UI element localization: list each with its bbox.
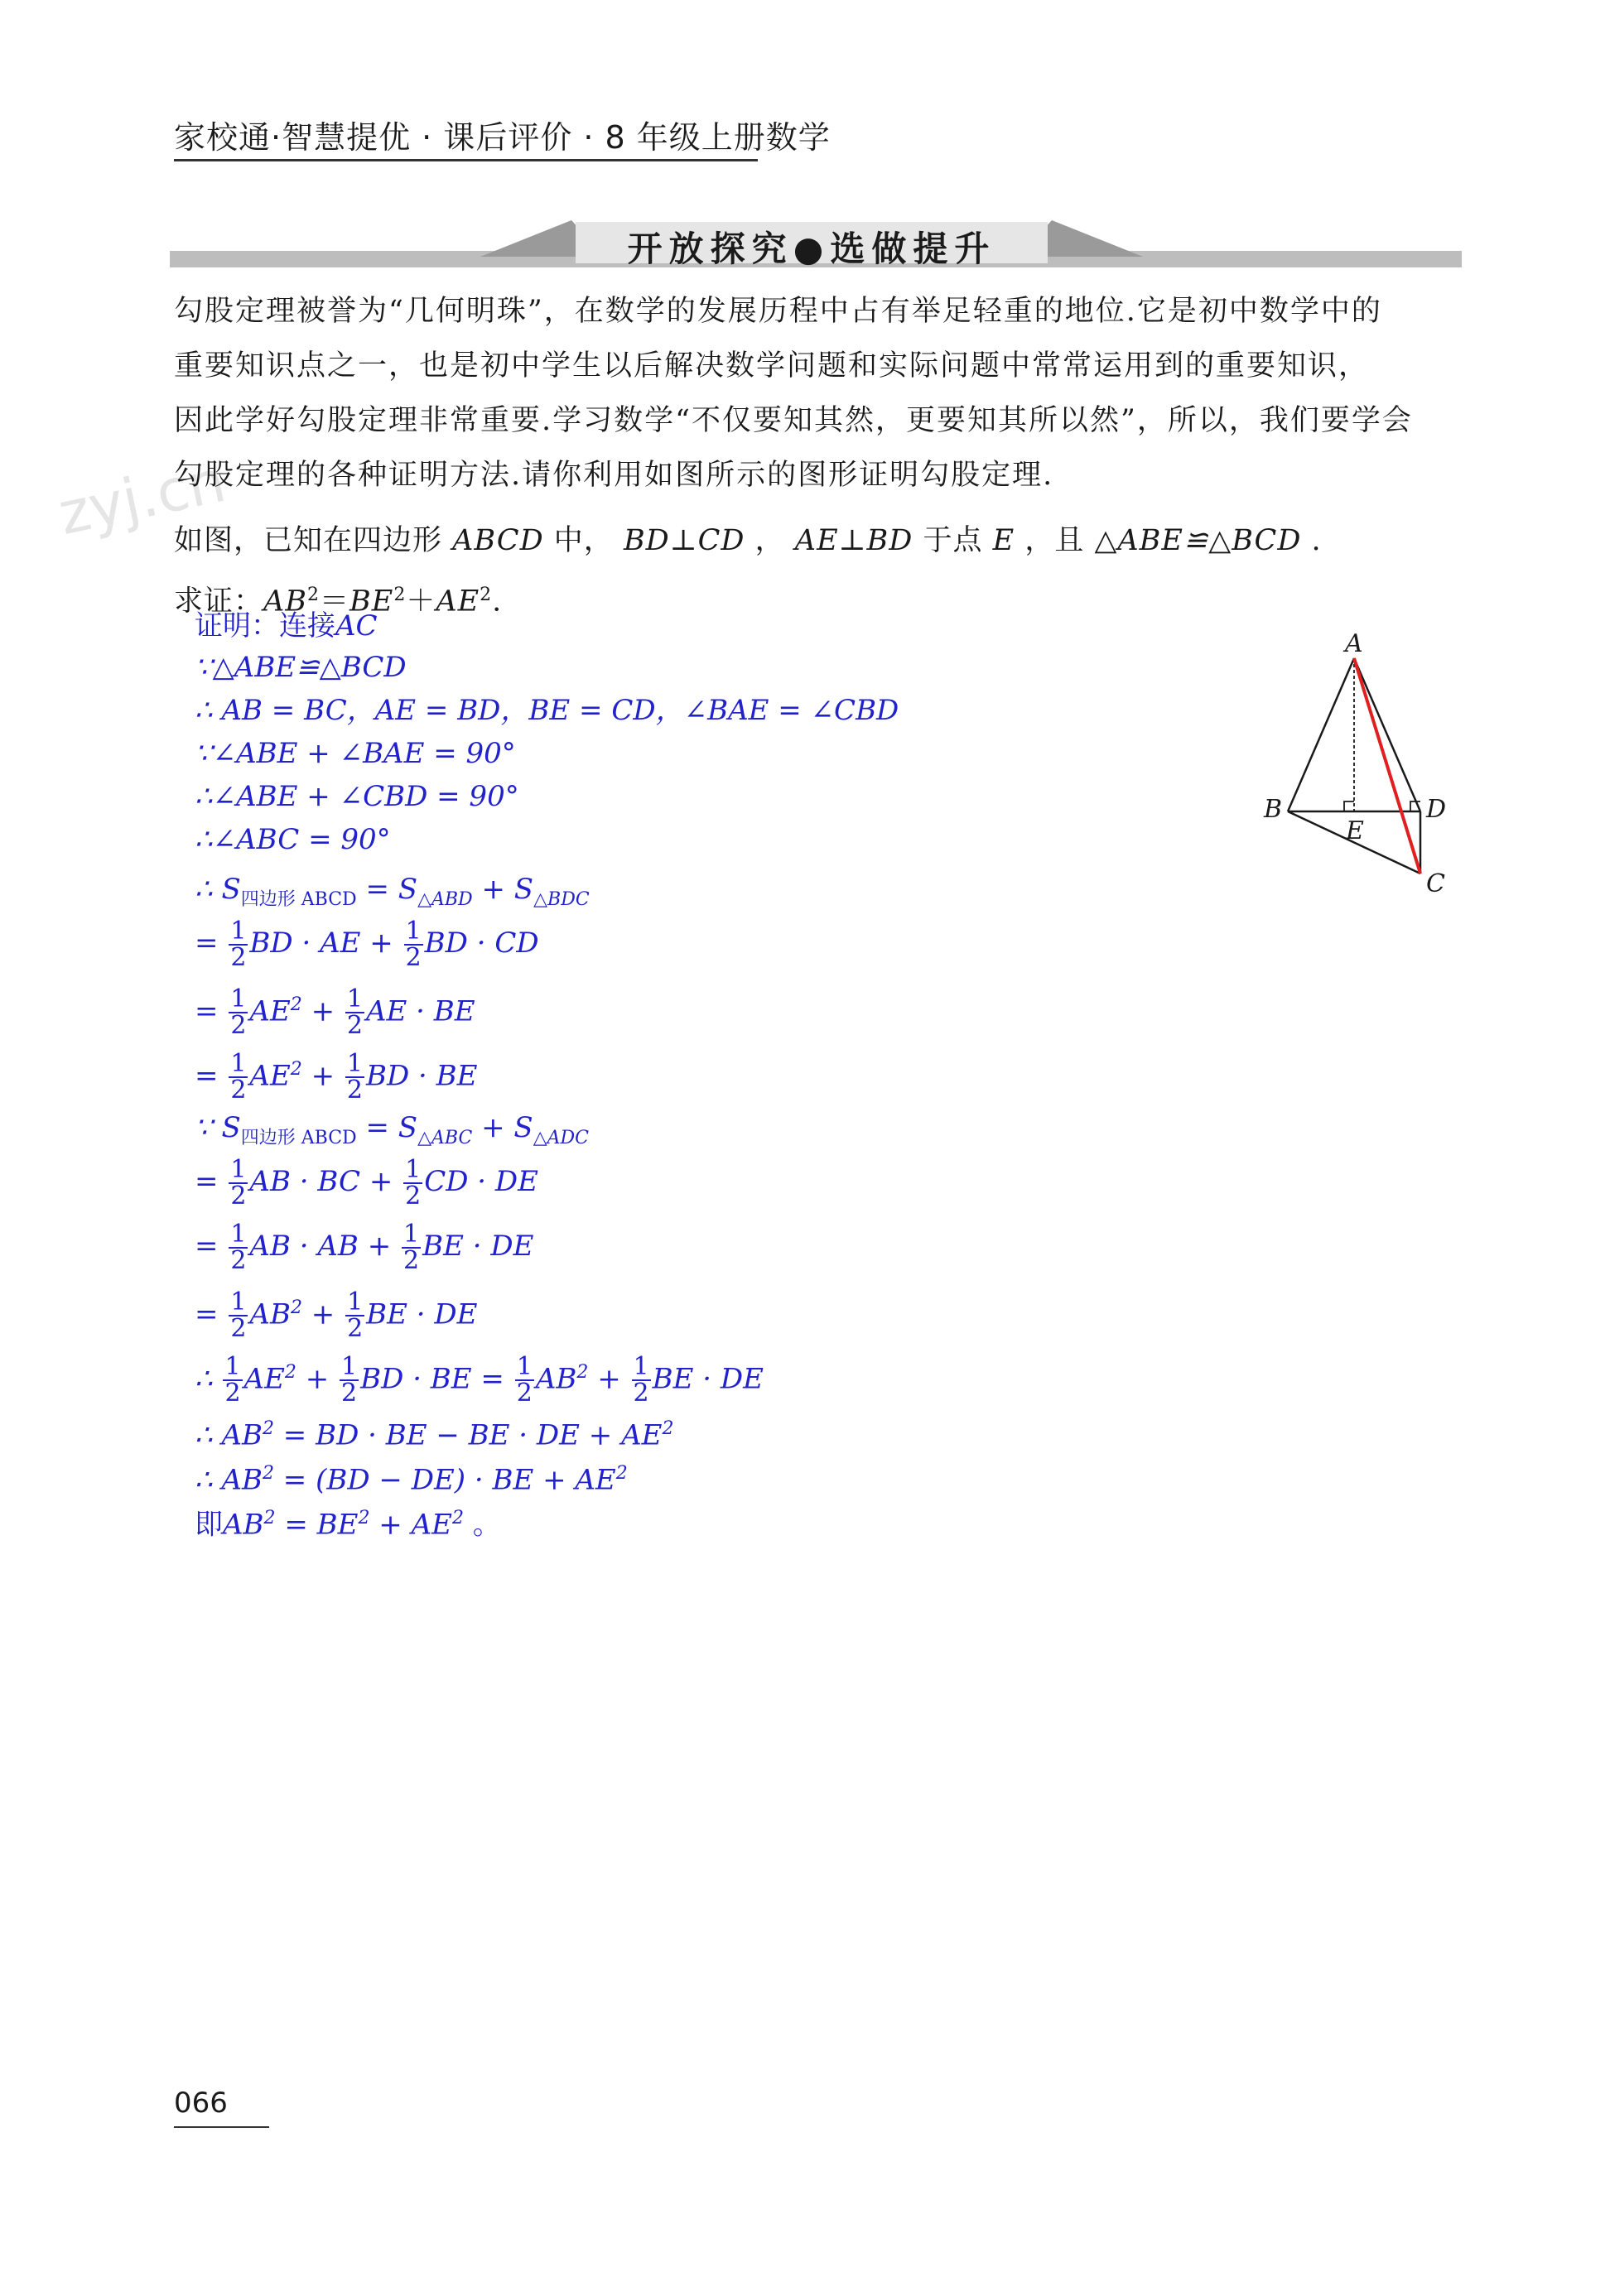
solution-math: = S [356, 1111, 418, 1144]
solution-math: AB [223, 1508, 264, 1542]
exponent: 2 [615, 1463, 628, 1484]
plus-sign: + [311, 994, 335, 1028]
solution-math: BE · DE [652, 1362, 764, 1396]
subscript: △BDC [533, 888, 590, 910]
fraction-half: $\frac{1}{2}$ [405, 917, 422, 972]
solution-math: ∵ S [195, 1111, 241, 1144]
plus-sign: + [369, 927, 393, 960]
section-title: 开放探究●选做提升 [627, 229, 996, 269]
solution-line [195, 1155, 538, 1211]
equals-sign: = [195, 1059, 219, 1093]
page-number: 066 [174, 2087, 228, 2120]
solution-line [195, 1497, 501, 1540]
solution-math: AC [335, 609, 378, 643]
fraction-half: $\frac{1}{2}$ [230, 1049, 247, 1105]
prove-label: 求证： [174, 585, 264, 619]
point-label-e: E [1346, 816, 1364, 845]
problem-intro-line: 重要知识点之一，也是初中学生以后解决数学问题和实际问题中常常运用到的重要知识， [174, 349, 1370, 383]
math-be: BE [349, 585, 394, 619]
exponent: 2 [290, 1059, 302, 1080]
fraction-half: $\frac{1}{2}$ [230, 1288, 247, 1344]
exponent: 2 [263, 1508, 276, 1528]
segment-ab [1288, 658, 1354, 811]
solution-text: 。 [463, 1508, 501, 1542]
math-ae: AE [436, 585, 480, 619]
problem-intro-line: 勾股定理的各种证明方法.请你利用如图所示的图形证明勾股定理. [174, 459, 1054, 492]
given-text: . [1311, 524, 1322, 557]
solution-line [195, 1452, 628, 1495]
given-text: ，且 [1024, 524, 1085, 557]
point-label-a: A [1345, 629, 1363, 658]
fraction-half: $\frac{1}{2}$ [633, 1352, 649, 1408]
math-ab: AB [263, 585, 308, 619]
equals-sign: = [195, 1165, 219, 1198]
equals-sign: = [195, 1230, 219, 1263]
exponent: 2 [480, 585, 493, 605]
solution-math: = S [356, 873, 418, 906]
exponent: 2 [393, 585, 407, 605]
solution-line: ∵△ABE≌△BCD [195, 651, 407, 684]
math-perp: AE⊥BD [794, 524, 913, 557]
solution-math: AB [535, 1362, 577, 1396]
watermark: zyj.cn [52, 446, 232, 549]
math-congruence: △ABE≌△BCD [1094, 524, 1302, 557]
subscript: △ABC [417, 1127, 473, 1148]
plus-sign: + [311, 1059, 335, 1093]
solution-math: AE [249, 994, 291, 1028]
solution-line: ∴ AB = BC，AE = BD，BE = CD，∠BAE = ∠CBD [195, 694, 899, 727]
solution-line [195, 868, 590, 911]
solution-math: AB · AB [249, 1230, 359, 1263]
segment-ac [1354, 658, 1420, 874]
math-op: ＋ [406, 585, 436, 619]
solution-math: + AE [369, 1508, 452, 1542]
problem-intro-line: 因此学好勾股定理非常重要.学习数学“不仅要知其然，更要知其所以然”，所以，我们要学会 [174, 404, 1413, 437]
header-rule [174, 159, 758, 161]
solution-math: BD · BE [366, 1059, 478, 1093]
solution-math: BD · AE [249, 927, 361, 960]
solution-math: ∴ AB [195, 1463, 263, 1497]
solution-math: BE · DE [422, 1230, 534, 1263]
solution-math: = (BD − DE) · BE + AE [273, 1463, 616, 1497]
point-label-c: C [1426, 869, 1445, 898]
therefore-sign: ∴ [195, 1362, 213, 1396]
exponent: 2 [662, 1418, 674, 1439]
solution-math: AB [249, 1297, 291, 1331]
exponent: 2 [262, 1418, 274, 1439]
fraction-half: $\frac{1}{2}$ [230, 1155, 247, 1211]
plus-sign: + [305, 1362, 330, 1396]
solution-math: AE · BE [366, 994, 475, 1028]
fraction-half: $\frac{1}{2}$ [224, 1352, 241, 1408]
math-quad: ABCD [452, 524, 544, 557]
solution-math: CD · DE [424, 1165, 538, 1198]
solution-math: ∴ AB [195, 1418, 263, 1452]
fraction-half: $\frac{1}{2}$ [403, 1220, 420, 1275]
solution-math: + S [472, 1111, 533, 1144]
solution-line: ∴∠ABC = 90° [195, 823, 391, 856]
solution-text: 即 [195, 1508, 223, 1542]
plus-sign: + [369, 1165, 393, 1198]
fraction-half: $\frac{1}{2}$ [230, 984, 247, 1041]
solution-math: + S [472, 873, 534, 906]
solution-math: AE [243, 1362, 285, 1396]
fraction-half: $\frac{1}{2}$ [405, 1155, 422, 1211]
subscript: 四边形 ABCD [240, 1127, 357, 1148]
solution-line [195, 1048, 478, 1105]
equals-sign: = [195, 927, 219, 960]
math-point: E [992, 524, 1015, 557]
exponent: 2 [284, 1362, 296, 1383]
given-text: 如图，已知在四边形 [174, 524, 443, 557]
subscript: △ABD [417, 888, 473, 910]
subscript: 四边形 ABCD [240, 888, 357, 910]
solution-math: ∴ S [195, 873, 241, 906]
solution-line [195, 917, 539, 972]
fraction-half: $\frac{1}{2}$ [230, 917, 247, 972]
solution-line: ∵∠ABE + ∠BAE = 90° [195, 737, 516, 770]
exponent: 2 [262, 1463, 274, 1484]
solution-math: BD · CD [424, 927, 539, 960]
math-op: ＝ [320, 585, 350, 619]
solution-math: AE [249, 1059, 291, 1093]
segment-ad [1354, 658, 1420, 811]
fraction-half: $\frac{1}{2}$ [230, 1220, 247, 1275]
equals-sign: = [195, 994, 219, 1028]
equals-sign: = [195, 1297, 219, 1331]
geometry-figure [1242, 625, 1491, 907]
fraction-half: $\frac{1}{2}$ [346, 1049, 363, 1105]
problem-intro-line: 勾股定理被誉为“几何明珠”，在数学的发展历程中占有举足轻重的地位.它是初中数学中的 [174, 295, 1382, 328]
solution-line [195, 984, 475, 1041]
page-number-rule [174, 2126, 269, 2128]
solution-line [195, 604, 378, 647]
plus-sign: + [311, 1297, 335, 1331]
exponent: 2 [290, 1297, 302, 1318]
solution-line [195, 1220, 534, 1275]
given-statement [174, 513, 1322, 568]
math-op: . [492, 585, 503, 619]
solution-math: = BE [275, 1508, 359, 1542]
math-perp: BD⊥CD [623, 524, 745, 557]
given-text: ， [754, 524, 785, 557]
point-label-d: D [1426, 795, 1447, 824]
solution-line [195, 1287, 478, 1344]
solution-math: AB · BC [249, 1165, 360, 1198]
solution-line [195, 1408, 673, 1451]
point-label-b: B [1264, 795, 1283, 824]
solution-line: ∴∠ABE + ∠CBD = 90° [195, 780, 519, 813]
solution-line [195, 1351, 764, 1408]
solution-line [195, 1106, 589, 1149]
solution-text: 证明：连接 [195, 609, 335, 643]
solution-math: BE · DE [366, 1297, 478, 1331]
plus-sign: + [597, 1362, 621, 1396]
fraction-half: $\frac{1}{2}$ [347, 1288, 364, 1344]
running-header: 家校通·智慧提优 · 课后评价 · 8 年级上册数学 [174, 119, 831, 156]
subscript: △ADC [533, 1127, 589, 1148]
exponent: 2 [290, 994, 302, 1015]
exponent: 2 [307, 585, 321, 605]
right-angle-e [1344, 801, 1354, 811]
plus-sign: + [367, 1230, 392, 1263]
solution-math: BD · BE = [360, 1362, 504, 1396]
exponent: 2 [576, 1362, 589, 1383]
solution-math: = BD · BE − BE · DE + AE [273, 1418, 663, 1452]
fraction-half: $\frac{1}{2}$ [516, 1352, 533, 1408]
given-text: 于点 [923, 524, 983, 557]
exponent: 2 [358, 1508, 370, 1528]
fraction-half: $\frac{1}{2}$ [341, 1352, 358, 1408]
exponent: 2 [451, 1508, 464, 1528]
fraction-half: $\frac{1}{2}$ [346, 984, 363, 1041]
given-text: 中， [553, 524, 614, 557]
